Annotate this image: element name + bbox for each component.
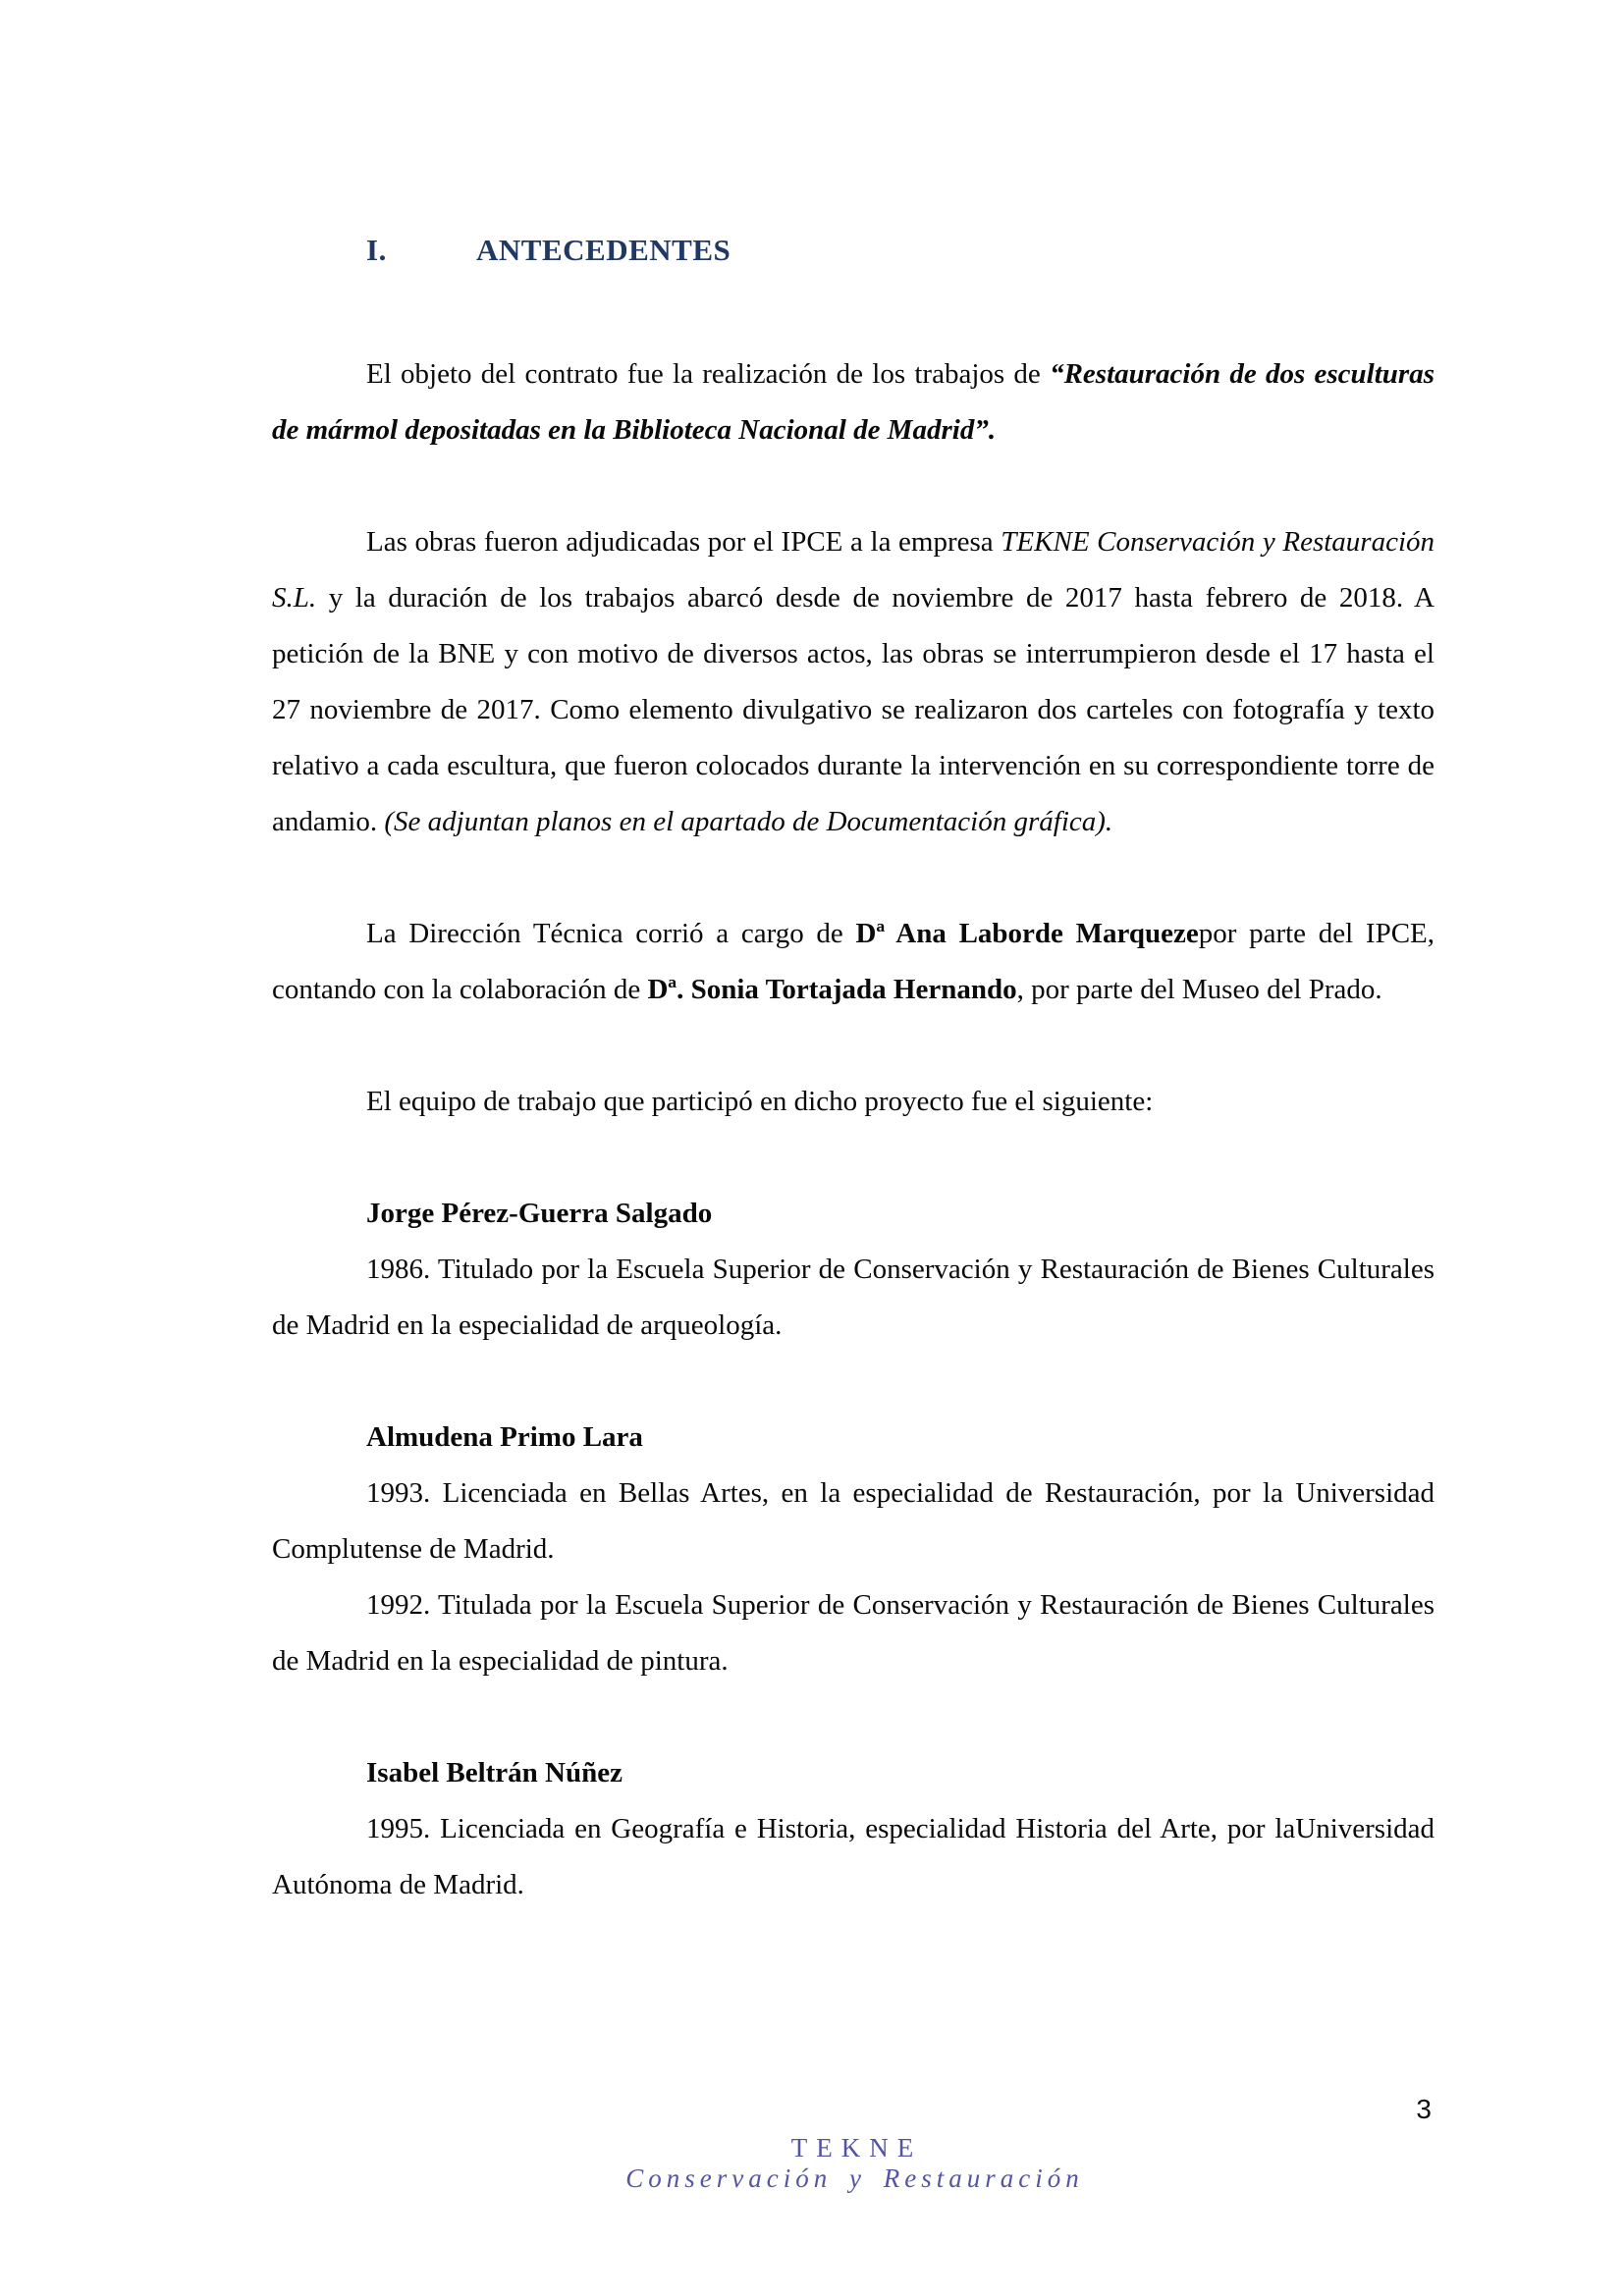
text-run: Las obras fueron adjudicadas por el IPCE a la empresa	[366, 526, 1001, 558]
page-number: 3	[1416, 2094, 1432, 2124]
paragraph-direccion	[272, 906, 1435, 1018]
team-member-name	[272, 1745, 1435, 1801]
team-member-name	[272, 1410, 1435, 1466]
text-run: y la duración de los trabajos abarcó desde de noviembre de 2017 hasta febrero de 2018. A petición de la BNE y con motivo de diversos actos, las obras se interrumpieron desde el 17 hasta el 27 noviembre de 2017. Como elemento divulgativo se realizaron dos carteles con fotografía y texto relativo a cada escultura, que fueron colocados durante la intervención en su correspondiente torre de andamio.	[272, 582, 1435, 837]
team-member-credential	[272, 1577, 1435, 1689]
text-run: Almudena Primo Lara	[366, 1421, 643, 1453]
text-run: 1995. Licenciada en Geografía e Historia, especialidad Historia del Arte, por laUniversidad Autónoma de Madrid.	[272, 1813, 1435, 1900]
text-run: , por parte del Museo del Prado.	[1016, 974, 1382, 1005]
text-run: 1992. Titulada por la Escuela Superior de Conservación y Restauración de Bienes Culturales de Madrid en la especialidad de pintura.	[272, 1589, 1435, 1677]
text-run-italic: (Se adjuntan planos en el apartado de Documentación gráfica).	[384, 806, 1113, 837]
team-member-credential	[272, 1801, 1435, 1913]
document-body	[272, 222, 1435, 1913]
text-run: Isabel Beltrán Núñez	[366, 1757, 623, 1789]
text-run: Jorge Pérez-Guerra Salgado	[366, 1198, 713, 1229]
logo-tekne-wordmark: TEKNE	[790, 2133, 923, 2163]
text-run-bold-italic: “Restauración de dos esculturas de mármol depositadas en la Biblioteca Nacional de Madrid”.	[272, 358, 1435, 446]
text-run-italic: TEKNE Conservación y Restauración S.L.	[272, 526, 1435, 614]
text-run: por parte del IPCE, contando con la colaboración de	[272, 918, 1435, 1005]
text-run-bold: Dª Ana Laborde Marqueze	[855, 918, 1199, 949]
section-heading	[272, 222, 1435, 278]
text-run: El equipo de trabajo que participó en dicho proyecto fue el siguiente:	[366, 1086, 1154, 1117]
team-member-name	[272, 1186, 1435, 1242]
paragraph-objeto	[272, 347, 1435, 458]
text-run: La Dirección Técnica corrió a cargo de	[366, 918, 856, 949]
section-number: I.	[366, 233, 387, 267]
text-run-bold: Dª. Sonia Tortajada Hernando	[647, 974, 1017, 1005]
text-run: 1986. Titulado por la Escuela Superior de Conservación y Restauración de Bienes Culturales de Madrid en la especialidad de arqueología.	[272, 1254, 1435, 1341]
section-title: ANTECEDENTES	[476, 233, 731, 267]
text-run: El objeto del contrato fue la realización de los trabajos de	[366, 358, 1051, 390]
team-member-credential	[272, 1242, 1435, 1354]
paragraph-obras	[272, 514, 1435, 850]
paragraph-equipo	[272, 1074, 1435, 1130]
footer-logo	[460, 2132, 1245, 2193]
team-member-credential	[272, 1466, 1435, 1577]
logo-subtitle: Conservación y Restauración	[625, 2163, 1084, 2193]
text-run: 1993. Licenciada en Bellas Artes, en la especialidad de Restauración, por la Universidad Complutense de Madrid.	[272, 1477, 1435, 1565]
